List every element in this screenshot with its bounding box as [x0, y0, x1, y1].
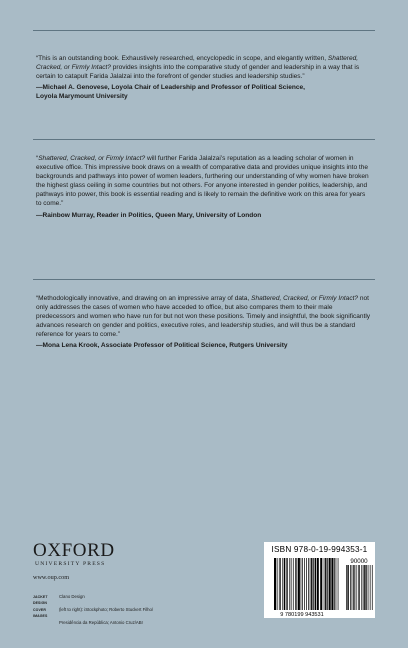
cover-credits [33, 594, 273, 626]
barcode-bar [338, 558, 339, 610]
quote-text: “Methodologically innovative, and drawing on an impressive array of data, [36, 295, 252, 302]
endorsement-quote [36, 294, 372, 339]
barcode-graphic [264, 556, 375, 618]
barcode-main-number: 9 780199 943531 [280, 612, 324, 618]
publisher-url: www.oup.com [33, 574, 70, 581]
barcode-bar [304, 558, 305, 610]
credit-value: (left to right): iStockphoto; Roberto Stuckert Filho/ [59, 606, 154, 612]
quote-text: not only addresses the cases of women who have acceded to office, but also compares them to their male predecessors and women who have run for but not won these positions. Timely and insightful, the book significantly advances research on gender and politics, executive roles, and leadership studies, and will thus be a standard reference for years to come.” [36, 295, 371, 339]
barcode-bar [284, 558, 285, 610]
barcode-bar [308, 558, 309, 610]
barcode-addon-bars [346, 565, 373, 610]
book-title-italic: Shattered, Cracked, or Firmly Intact? [251, 295, 359, 302]
barcode-bar [280, 558, 281, 610]
barcode-bar [334, 558, 335, 610]
publisher-subtitle: UNIVERSITY PRESS [35, 561, 106, 567]
attribution-line: —Mona Lena Krook, Associate Professor of Political Science, Rutgers University [36, 342, 288, 350]
barcode-bar [346, 565, 347, 610]
barcode-bar [317, 558, 319, 610]
barcode-bar [296, 558, 297, 610]
barcode-bar [287, 558, 288, 610]
barcode-bar [315, 558, 316, 610]
attribution-line: —Rainbow Murray, Reader in Politics, Queen Mary, University of London [36, 211, 262, 219]
top-divider [33, 30, 375, 31]
endorsement-murray [36, 154, 372, 220]
barcode-bar [277, 558, 278, 610]
barcode-bar [293, 558, 294, 610]
barcode-bar [325, 558, 326, 610]
barcode-bar [320, 558, 322, 610]
credit-value: Clano Design [59, 594, 85, 599]
barcode-bar [331, 558, 333, 610]
barcode-bar [359, 565, 360, 610]
barcode-bar [336, 558, 337, 610]
barcode-bar [311, 558, 312, 610]
quote-text: “This is an outstanding book. Exhaustively researched, encyclopedic in scope, and elegantly written, [36, 55, 328, 62]
barcode-bar [282, 558, 283, 610]
endorsement-attribution [36, 84, 372, 101]
section-divider [33, 279, 375, 280]
barcode-bar [291, 558, 292, 610]
barcode-bar [372, 565, 373, 610]
isbn-barcode [264, 542, 375, 618]
barcode-bar [353, 565, 354, 610]
barcode-bar [356, 565, 357, 610]
barcode-bar [306, 558, 307, 610]
barcode-bar [274, 558, 276, 610]
barcode-bar [347, 565, 348, 610]
barcode-bar [329, 558, 331, 610]
barcode-bar [358, 565, 359, 610]
barcode-bar [327, 558, 328, 610]
barcode-bar [361, 565, 362, 610]
barcode-bar [289, 558, 290, 610]
barcode-bar [366, 565, 367, 610]
barcode-bar [324, 558, 325, 610]
barcode-main-bars [274, 558, 338, 610]
cover-images-credit [33, 607, 273, 620]
attribution-line: —Michael A. Genovese, Loyola Chair of Leadership and Professor of Political Science, [36, 84, 305, 92]
publisher-logo [33, 541, 115, 567]
barcode-addon-number: 90000 [350, 558, 368, 565]
barcode-bar [368, 565, 369, 610]
attribution-line: Loyola Marymount University [36, 92, 128, 100]
quote-text: “ [36, 155, 39, 162]
endorsement-attribution [36, 342, 372, 351]
endorsement-quote [36, 54, 372, 81]
barcode-bar [302, 558, 303, 610]
endorsement-genovese [36, 54, 372, 101]
barcode-bar [279, 558, 280, 610]
isbn-label: ISBN 978-0-19-994353-1 [271, 545, 368, 554]
barcode-bar [301, 558, 302, 610]
barcode-bar [363, 565, 364, 610]
quote-text: provides insights into the comparative study of gender and leadership in a way that is certain to catapult Farida Jalalzai into the forefront of gender studies and leadership studies.” [36, 64, 360, 81]
credit-label: JACKET DESIGN [33, 595, 48, 606]
barcode-bar [298, 558, 300, 610]
barcode-bar [295, 558, 296, 610]
quote-text: will further Farida Jalalzai’s reputation as a leading scholar of women in executive office. This impressive book draws on a wealth of comparative data and provides unique insights into the backgrounds and pathways into power of women leaders, furthering our understanding of why women have broken the highest glass ceiling in some countries but not others. For anyone interested in gender politics, leadership, and pathways into power, this book is essential reading and is likely to remain the definitive work on this area for years to come.” [36, 155, 369, 208]
barcode-bar [352, 565, 353, 610]
barcode-bar [286, 558, 287, 610]
jacket-design-credit [33, 594, 273, 607]
endorsement-attribution [36, 212, 372, 221]
credit-label: COVER IMAGES [33, 607, 48, 619]
barcode-bar [354, 565, 355, 610]
barcode-bar [313, 558, 314, 610]
section-divider [33, 139, 375, 140]
book-title-italic: Shattered, Cracked, or Firmly Intact? [38, 155, 146, 162]
barcode-bar [364, 565, 365, 610]
barcode-bar [350, 565, 351, 610]
endorsement-krook [36, 294, 372, 351]
barcode-bar [370, 565, 371, 610]
publisher-name: OXFORD [33, 540, 115, 561]
book-title-italic: Shattered, Cracked, or Firmly Intact? [36, 55, 359, 72]
endorsement-quote [36, 154, 372, 209]
barcode-bar [310, 558, 311, 610]
credit-value-continued: Presidência da República; Antonio Cruz/ABr [59, 619, 144, 625]
